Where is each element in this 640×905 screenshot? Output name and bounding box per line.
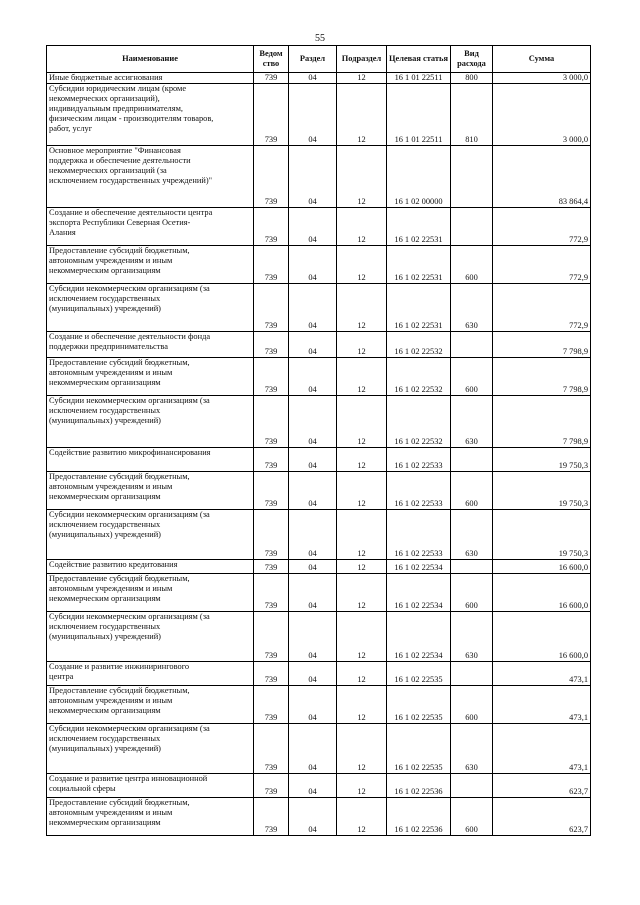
table-row [47,574,591,612]
row-vid: 630 [451,396,493,448]
row-vid: 600 [451,358,493,396]
row-vid [451,448,493,472]
row-ved: 739 [254,146,289,208]
row-ved: 739 [254,724,289,774]
row-target: 16 1 02 22531 [387,284,451,332]
header-name: Наименование [47,46,254,73]
row-podrazdel: 12 [337,724,387,774]
row-vid: 630 [451,510,493,560]
row-podrazdel: 12 [337,662,387,686]
header-ved: Ведом ство [254,46,289,73]
row-vid [451,560,493,574]
row-vid [451,208,493,246]
table-row [47,472,591,510]
row-podrazdel: 12 [337,332,387,358]
row-sum: 7 798,9 [493,332,591,358]
row-name: Предоставление субсидий бюджетным, автономным учреждениям и иным некоммерческим организациям [47,798,254,836]
row-ved: 739 [254,358,289,396]
row-vid [451,332,493,358]
row-name: Содействие развитию кредитования [47,560,254,574]
budget-table [46,45,591,836]
row-ved: 739 [254,73,289,84]
header-podrazdel: Подраздел [337,46,387,73]
row-podrazdel: 12 [337,284,387,332]
row-name: Субсидии некоммерческим организациям (за исключением государственных (муниципальных) учреждений) [47,510,254,560]
row-vid [451,662,493,686]
row-vid: 600 [451,574,493,612]
table-row [47,84,591,146]
row-podrazdel: 12 [337,73,387,84]
row-vid [451,146,493,208]
row-vid: 630 [451,612,493,662]
row-target: 16 1 01 22511 [387,73,451,84]
row-sum: 16 600,0 [493,574,591,612]
table-row [47,146,591,208]
row-razdel: 04 [289,208,337,246]
header-sum: Сумма [493,46,591,73]
row-sum: 623,7 [493,798,591,836]
table-row [47,798,591,836]
row-sum: 772,9 [493,246,591,284]
row-ved: 739 [254,510,289,560]
row-sum: 19 750,3 [493,448,591,472]
table-row [47,774,591,798]
table-row [47,396,591,448]
row-sum: 16 600,0 [493,560,591,574]
row-razdel: 04 [289,774,337,798]
row-podrazdel: 12 [337,472,387,510]
table-row [47,246,591,284]
header-target: Целевая статья [387,46,451,73]
table-row [47,208,591,246]
row-podrazdel: 12 [337,560,387,574]
row-sum: 7 798,9 [493,396,591,448]
row-target: 16 1 02 00000 [387,146,451,208]
table-row [47,560,591,574]
row-name: Создание и развитие центра инновационной социальной сферы [47,774,254,798]
row-ved: 739 [254,574,289,612]
table-row [47,686,591,724]
row-ved: 739 [254,686,289,724]
row-ved: 739 [254,84,289,146]
row-name: Основное мероприятие "Финансовая поддержка и обеспечение деятельности некоммерческих организаций (за исключением государственных учреждений)" [47,146,254,208]
row-ved: 739 [254,662,289,686]
row-sum: 623,7 [493,774,591,798]
row-ved: 739 [254,448,289,472]
row-target: 16 1 02 22535 [387,686,451,724]
row-name: Предоставление субсидий бюджетным, автономным учреждениям и иным некоммерческим организациям [47,472,254,510]
row-name: Создание и обеспечение деятельности фонда поддержки предпринимательства [47,332,254,358]
row-sum: 19 750,3 [493,472,591,510]
row-ved: 739 [254,246,289,284]
row-razdel: 04 [289,510,337,560]
row-sum: 3 000,0 [493,73,591,84]
row-razdel: 04 [289,358,337,396]
row-name: Субсидии некоммерческим организациям (за исключением государственных (муниципальных) учреждений) [47,612,254,662]
row-podrazdel: 12 [337,686,387,724]
row-target: 16 1 02 22531 [387,246,451,284]
row-name: Содействие развитию микрофинансирования [47,448,254,472]
row-target: 16 1 02 22532 [387,358,451,396]
row-name: Иные бюджетные ассигнования [47,73,254,84]
table-row [47,510,591,560]
row-razdel: 04 [289,724,337,774]
row-razdel: 04 [289,84,337,146]
table-row [47,73,591,84]
row-sum: 83 864,4 [493,146,591,208]
row-name: Предоставление субсидий бюджетным, автономным учреждениям и иным некоммерческим организациям [47,358,254,396]
row-target: 16 1 02 22533 [387,510,451,560]
row-target: 16 1 02 22533 [387,448,451,472]
row-sum: 16 600,0 [493,612,591,662]
row-sum: 473,1 [493,686,591,724]
row-name: Субсидии некоммерческим организациям (за исключением государственных (муниципальных) учреждений) [47,396,254,448]
row-vid: 630 [451,284,493,332]
row-name: Создание и развитие инжинирингового центра [47,662,254,686]
row-sum: 772,9 [493,284,591,332]
row-target: 16 1 02 22534 [387,560,451,574]
header-razdel: Раздел [289,46,337,73]
table-row [47,724,591,774]
row-vid: 600 [451,472,493,510]
row-ved: 739 [254,208,289,246]
table-row [47,284,591,332]
row-target: 16 1 02 22534 [387,574,451,612]
row-razdel: 04 [289,332,337,358]
row-podrazdel: 12 [337,396,387,448]
row-ved: 739 [254,560,289,574]
row-sum: 473,1 [493,724,591,774]
row-sum: 772,9 [493,208,591,246]
row-target: 16 1 02 22536 [387,798,451,836]
row-podrazdel: 12 [337,448,387,472]
row-podrazdel: 12 [337,246,387,284]
row-ved: 739 [254,284,289,332]
row-sum: 7 798,9 [493,358,591,396]
row-razdel: 04 [289,246,337,284]
table-row [47,358,591,396]
row-target: 16 1 02 22536 [387,774,451,798]
row-podrazdel: 12 [337,208,387,246]
row-vid: 810 [451,84,493,146]
row-target: 16 1 01 22511 [387,84,451,146]
row-vid [451,774,493,798]
row-target: 16 1 02 22535 [387,662,451,686]
row-vid: 600 [451,798,493,836]
row-podrazdel: 12 [337,146,387,208]
row-target: 16 1 02 22532 [387,396,451,448]
row-vid: 630 [451,724,493,774]
row-razdel: 04 [289,662,337,686]
row-ved: 739 [254,774,289,798]
row-vid: 800 [451,73,493,84]
table-row [47,662,591,686]
row-name: Субсидии некоммерческим организациям (за исключением государственных (муниципальных) учреждений) [47,284,254,332]
row-razdel: 04 [289,798,337,836]
row-razdel: 04 [289,284,337,332]
row-razdel: 04 [289,612,337,662]
row-name: Предоставление субсидий бюджетным, автономным учреждениям и иным некоммерческим организациям [47,686,254,724]
row-ved: 739 [254,332,289,358]
row-target: 16 1 02 22534 [387,612,451,662]
table-header-row [47,46,591,73]
row-razdel: 04 [289,146,337,208]
row-podrazdel: 12 [337,510,387,560]
header-vid: Вид расхода [451,46,493,73]
row-podrazdel: 12 [337,774,387,798]
row-target: 16 1 02 22535 [387,724,451,774]
row-target: 16 1 02 22532 [387,332,451,358]
row-target: 16 1 02 22533 [387,472,451,510]
row-razdel: 04 [289,574,337,612]
table-row [47,612,591,662]
row-vid: 600 [451,686,493,724]
table-row [47,448,591,472]
row-podrazdel: 12 [337,84,387,146]
row-sum: 19 750,3 [493,510,591,560]
row-razdel: 04 [289,560,337,574]
row-target: 16 1 02 22531 [387,208,451,246]
row-sum: 3 000,0 [493,84,591,146]
row-name: Создание и обеспечение деятельности центра экспорта Республики Северная Осетия- Алания [47,208,254,246]
row-podrazdel: 12 [337,612,387,662]
page-number: 55 [315,33,325,44]
row-ved: 739 [254,472,289,510]
row-razdel: 04 [289,396,337,448]
row-ved: 739 [254,798,289,836]
row-name: Предоставление субсидий бюджетным, автономным учреждениям и иным некоммерческим организациям [47,574,254,612]
row-ved: 739 [254,396,289,448]
row-razdel: 04 [289,73,337,84]
row-podrazdel: 12 [337,574,387,612]
row-razdel: 04 [289,472,337,510]
row-name: Субсидии юридическим лицам (кроме некоммерческих организаций), индивидуальным предпринимателям, физическим лицам - производителям товаров, работ, услуг [47,84,254,146]
row-name: Предоставление субсидий бюджетным, автономным учреждениям и иным некоммерческим организациям [47,246,254,284]
row-vid: 600 [451,246,493,284]
row-name: Субсидии некоммерческим организациям (за исключением государственных (муниципальных) учреждений) [47,724,254,774]
row-podrazdel: 12 [337,358,387,396]
row-razdel: 04 [289,448,337,472]
row-ved: 739 [254,612,289,662]
table-body [47,73,591,836]
row-podrazdel: 12 [337,798,387,836]
row-razdel: 04 [289,686,337,724]
table-row [47,332,591,358]
row-sum: 473,1 [493,662,591,686]
